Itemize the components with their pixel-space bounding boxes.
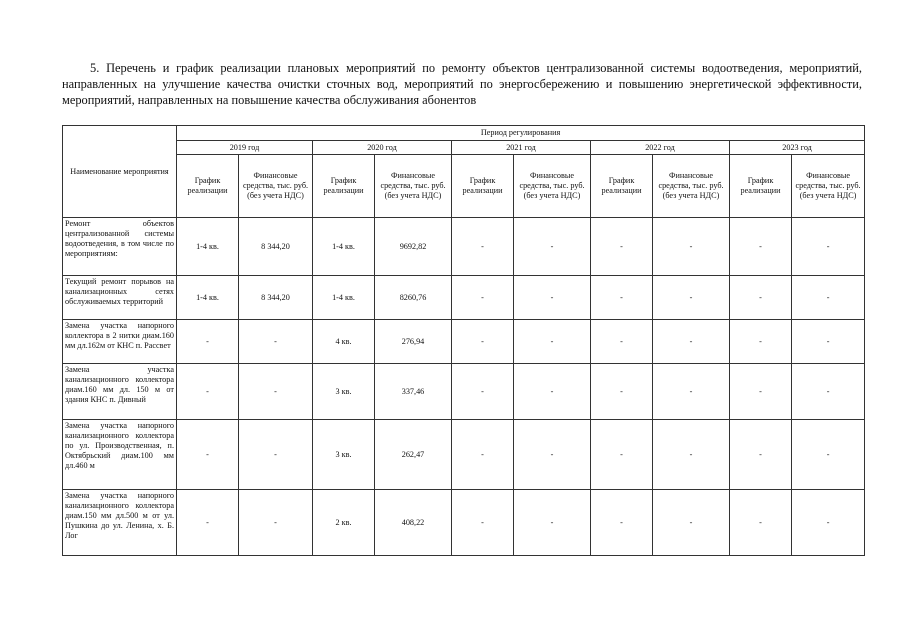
table-cell: - <box>452 320 514 364</box>
table-cell: 3 кв. <box>313 420 375 490</box>
table-cell: 337,46 <box>375 364 452 420</box>
finance-column-header: Финансовые средства, тыс. руб. (без учета НДС) <box>792 155 865 218</box>
schedule-column-header: График реализации <box>452 155 514 218</box>
table-cell: - <box>653 490 730 556</box>
table-cell: - <box>653 276 730 320</box>
table-cell: - <box>177 490 239 556</box>
table-cell: - <box>591 364 653 420</box>
plan-table <box>62 125 865 556</box>
table-row <box>63 218 865 276</box>
table-cell: - <box>730 420 792 490</box>
period-header: Период регулирования <box>177 126 865 141</box>
finance-column-header: Финансовые средства, тыс. руб. (без учета НДС) <box>239 155 313 218</box>
table-row <box>63 364 865 420</box>
year-header: 2020 год <box>313 141 452 155</box>
table-cell: - <box>591 320 653 364</box>
table-cell: - <box>591 276 653 320</box>
table-cell: - <box>792 218 865 276</box>
table-cell: - <box>792 320 865 364</box>
name-column-header: Наименование мероприятия <box>63 126 177 218</box>
table-cell: - <box>591 490 653 556</box>
table-cell: - <box>452 364 514 420</box>
table-cell: - <box>792 276 865 320</box>
activity-name: Замена участка напорного коллектора в 2 нитки диам.160 мм дл.162м от КНС п. Рассвет <box>63 320 177 364</box>
table-cell: 1-4 кв. <box>177 218 239 276</box>
table-row <box>63 490 865 556</box>
table-cell: - <box>653 420 730 490</box>
table-cell: 2 кв. <box>313 490 375 556</box>
table-cell: - <box>730 320 792 364</box>
activity-name: Текущий ремонт порывов на канализационных сетях обслуживаемых территорий <box>63 276 177 320</box>
table-row <box>63 276 865 320</box>
finance-column-header: Финансовые средства, тыс. руб. (без учета НДС) <box>514 155 591 218</box>
table-cell: - <box>730 218 792 276</box>
table-cell: - <box>514 420 591 490</box>
year-header: 2023 год <box>730 141 865 155</box>
table-cell: - <box>653 364 730 420</box>
table-cell: 3 кв. <box>313 364 375 420</box>
activity-name: Ремонт объектов централизованной системы водоотведения, в том числе по мероприятиям: <box>63 218 177 276</box>
table-cell: - <box>591 420 653 490</box>
year-header: 2022 год <box>591 141 730 155</box>
table-row <box>63 320 865 364</box>
table-cell: - <box>452 420 514 490</box>
table-cell: 4 кв. <box>313 320 375 364</box>
table-cell: 8 344,20 <box>239 218 313 276</box>
table-cell: - <box>730 276 792 320</box>
table-cell: - <box>514 490 591 556</box>
table-cell: - <box>730 364 792 420</box>
year-header: 2021 год <box>452 141 591 155</box>
table-cell: 8260,76 <box>375 276 452 320</box>
section-heading-text: 5. Перечень и график реализации плановых мероприятий по ремонту объектов централизованной системы водоотведения, мероприятий, направленных на улучшение качества очистки сточных вод, мероприятий по энергосбережению и повышению энергетической эффективности, мероприятий, направленных на повышение качества обслуживания абонентов <box>62 61 862 107</box>
table-cell: - <box>792 420 865 490</box>
table-row <box>63 420 865 490</box>
table-cell: 276,94 <box>375 320 452 364</box>
finance-column-header: Финансовые средства, тыс. руб. (без учета НДС) <box>375 155 452 218</box>
activity-name: Замена участка напорного канализационного коллектора по ул. Производственная, п. Октябрьский диам.100 мм дл.460 м <box>63 420 177 490</box>
table-cell: - <box>730 490 792 556</box>
activity-name: Замена участка канализационного коллектора диам.160 мм дл. 150 м от здания КНС п. Дивный <box>63 364 177 420</box>
table-cell: - <box>514 218 591 276</box>
year-header: 2019 год <box>177 141 313 155</box>
table-cell: - <box>514 276 591 320</box>
table-cell: - <box>653 320 730 364</box>
table-cell: 1-4 кв. <box>313 218 375 276</box>
table-cell: - <box>239 420 313 490</box>
schedule-column-header: График реализации <box>591 155 653 218</box>
section-heading <box>62 60 862 108</box>
table-cell: - <box>177 320 239 364</box>
table-cell: - <box>239 320 313 364</box>
table-cell: - <box>452 276 514 320</box>
table-cell: 8 344,20 <box>239 276 313 320</box>
table-cell: - <box>591 218 653 276</box>
activity-name: Замена участка напорного канализационного коллектора диам.150 мм дл.500 м от ул. Пушкина до ул. Ленина, х. Б. Лог <box>63 490 177 556</box>
table-cell: - <box>177 364 239 420</box>
schedule-column-header: График реализации <box>313 155 375 218</box>
table-cell: - <box>792 364 865 420</box>
table-cell: - <box>452 490 514 556</box>
schedule-column-header: График реализации <box>730 155 792 218</box>
finance-column-header: Финансовые средства, тыс. руб. (без учета НДС) <box>653 155 730 218</box>
table-cell: - <box>452 218 514 276</box>
table-cell: 9692,82 <box>375 218 452 276</box>
table-cell: 1-4 кв. <box>177 276 239 320</box>
table-cell: - <box>177 420 239 490</box>
table-cell: 1-4 кв. <box>313 276 375 320</box>
schedule-column-header: График реализации <box>177 155 239 218</box>
table-cell: - <box>514 320 591 364</box>
table-cell: 408,22 <box>375 490 452 556</box>
table-cell: - <box>514 364 591 420</box>
table-cell: - <box>653 218 730 276</box>
table-cell: 262,47 <box>375 420 452 490</box>
table-cell: - <box>239 364 313 420</box>
table-cell: - <box>792 490 865 556</box>
table-cell: - <box>239 490 313 556</box>
